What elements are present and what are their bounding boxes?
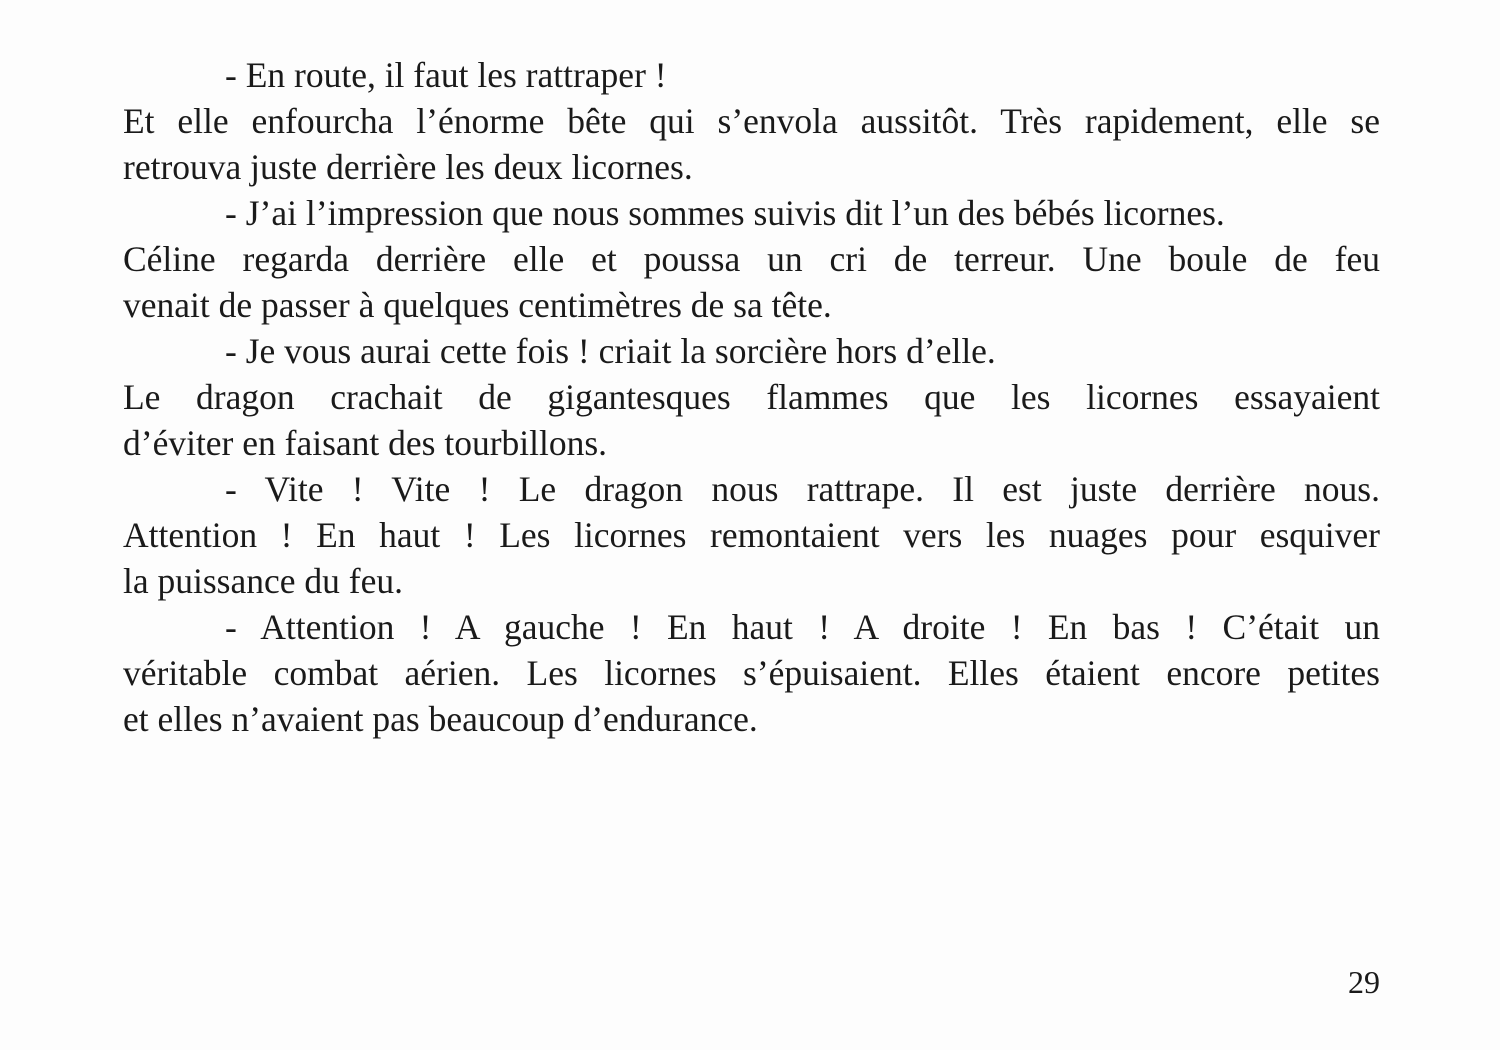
text-line: d’éviter en faisant des tourbillons. xyxy=(123,423,608,463)
page-number: 29 xyxy=(1348,964,1380,1000)
text-line: Céline regarda derrière elle et poussa un cri de terreur. Une boule de feu xyxy=(123,239,1380,279)
text-line: la puissance du feu. xyxy=(123,561,403,601)
text-line: retrouva juste derrière les deux licornes. xyxy=(123,147,693,187)
text-line: véritable combat aérien. Les licornes s’épuisaient. Elles étaient encore petites xyxy=(123,653,1380,693)
text-line: - Je vous aurai cette fois ! criait la sorcière hors d’elle. xyxy=(225,331,996,371)
page-text xyxy=(123,52,1380,742)
text-line: - Attention ! A gauche ! En haut ! A droite ! En bas ! C’était un xyxy=(225,607,1380,647)
text-line: - J’ai l’impression que nous sommes suivis dit l’un des bébés licornes. xyxy=(225,193,1225,233)
text-line: - En route, il faut les rattraper ! xyxy=(225,55,667,95)
text-line: venait de passer à quelques centimètres de sa tête. xyxy=(123,285,832,325)
text-line: Attention ! En haut ! Les licornes remontaient vers les nuages pour esquiver xyxy=(123,515,1380,555)
text-line: - Vite ! Vite ! Le dragon nous rattrape. Il est juste derrière nous. xyxy=(225,469,1380,509)
text-line: et elles n’avaient pas beaucoup d’endurance. xyxy=(123,699,758,739)
text-line: Et elle enfourcha l’énorme bête qui s’envola aussitôt. Très rapidement, elle se xyxy=(123,101,1380,141)
text-line: Le dragon crachait de gigantesques flammes que les licornes essayaient xyxy=(123,377,1380,417)
